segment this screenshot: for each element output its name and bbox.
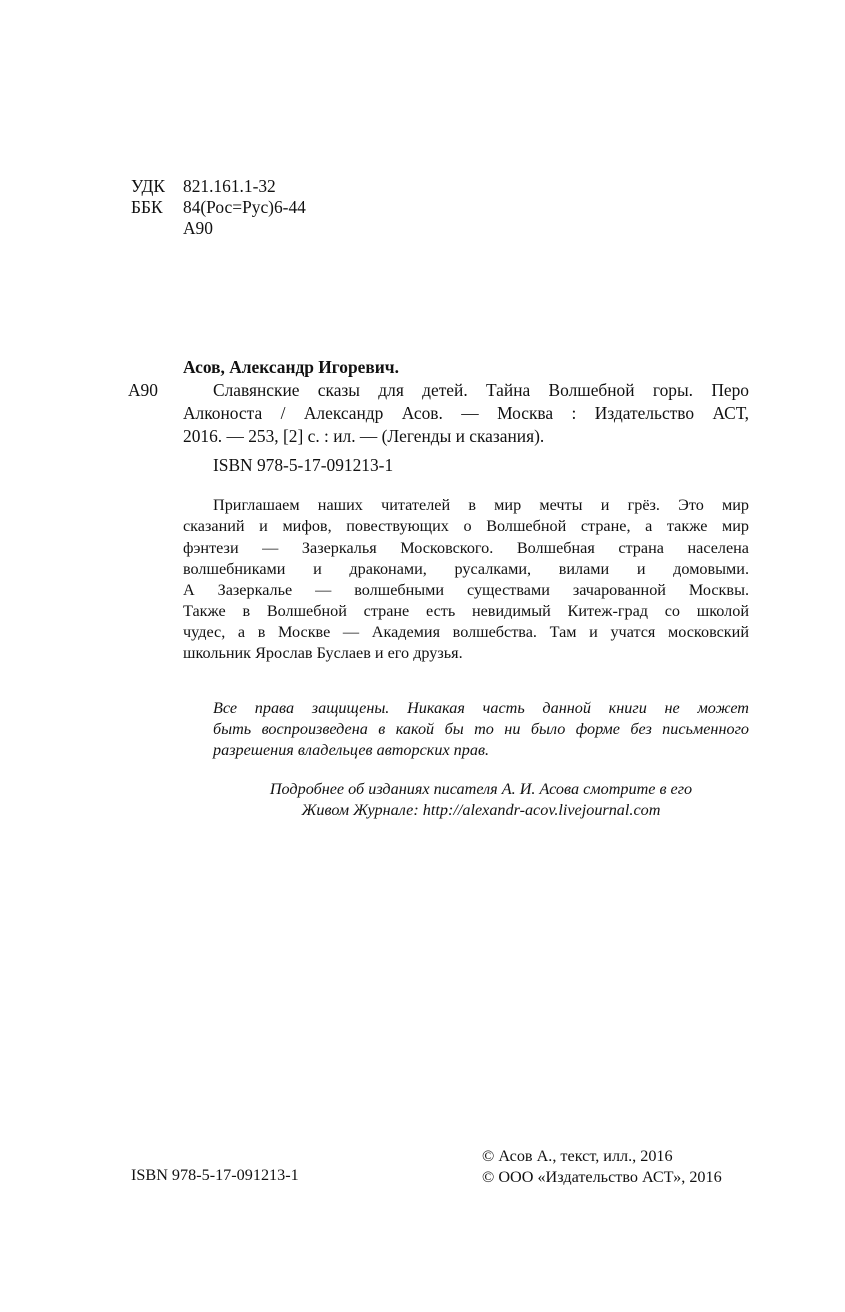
author-mark: А90 [128, 380, 158, 400]
rights-last-line: разрешения владельцев авторских прав. [213, 741, 490, 759]
more-info-line-2: Живом Журнале: http://alexandr-acov.livejournal.com [301, 801, 661, 819]
annotation-last-line: школьник Ярослав Буслаев и его друзья. [183, 644, 463, 662]
rights-line-1: Все права защищены. Никакая часть данной книги не может [213, 699, 749, 717]
annotation-line-4: волшебниками и драконами, русалками, вилами и домовыми. [183, 560, 749, 578]
rights-line-2: быть воспроизведена в какой бы то ни было форме без письменного [213, 720, 749, 738]
bib-description-line-1: Славянские сказы для детей. Тайна Волшебной горы. Перо [213, 380, 749, 400]
bbk-label: ББК [131, 197, 163, 217]
annotation-line-3: фэнтези — Зазеркалья Московского. Волшебная страна населена [183, 539, 749, 557]
udk-label: УДК [131, 176, 166, 196]
annotation-line-6: Также в Волшебной стране есть невидимый Китеж-град со школой [183, 602, 749, 620]
author-mark-top: А90 [183, 218, 213, 238]
bib-isbn: ISBN 978-5-17-091213-1 [213, 455, 394, 475]
footer-isbn: ISBN 978-5-17-091213-1 [131, 1166, 299, 1184]
annotation-line-7: чудес, а в Москве — Академия волшебства. Там и учатся московский [183, 623, 749, 641]
annotation-line-1: Приглашаем наших читателей в мир мечты и грёз. Это мир [213, 496, 749, 514]
bib-description-line-2: Алконоста / Александр Асов. — Москва : Издательство АСТ, [183, 403, 749, 423]
bib-heading: Асов, Александр Игоревич. [183, 357, 399, 377]
udk-value: 821.161.1-32 [183, 176, 276, 196]
bib-description-line-3: 2016. — 253, [2] с. : ил. — (Легенды и сказания). [183, 426, 545, 446]
copyright-publisher: © ООО «Издательство АСТ», 2016 [482, 1168, 722, 1186]
annotation-line-5: А Зазеркалье — волшебными существами зачарованной Москвы. [183, 581, 749, 599]
copyright-author: © Асов А., текст, илл., 2016 [482, 1147, 673, 1165]
bbk-value: 84(Рос=Рус)6-44 [183, 197, 306, 217]
annotation-line-2: сказаний и мифов, повествующих о Волшебной стране, а также мир [183, 517, 749, 535]
more-info-line-1: Подробнее об изданиях писателя А. И. Асова смотрите в его [269, 780, 693, 798]
